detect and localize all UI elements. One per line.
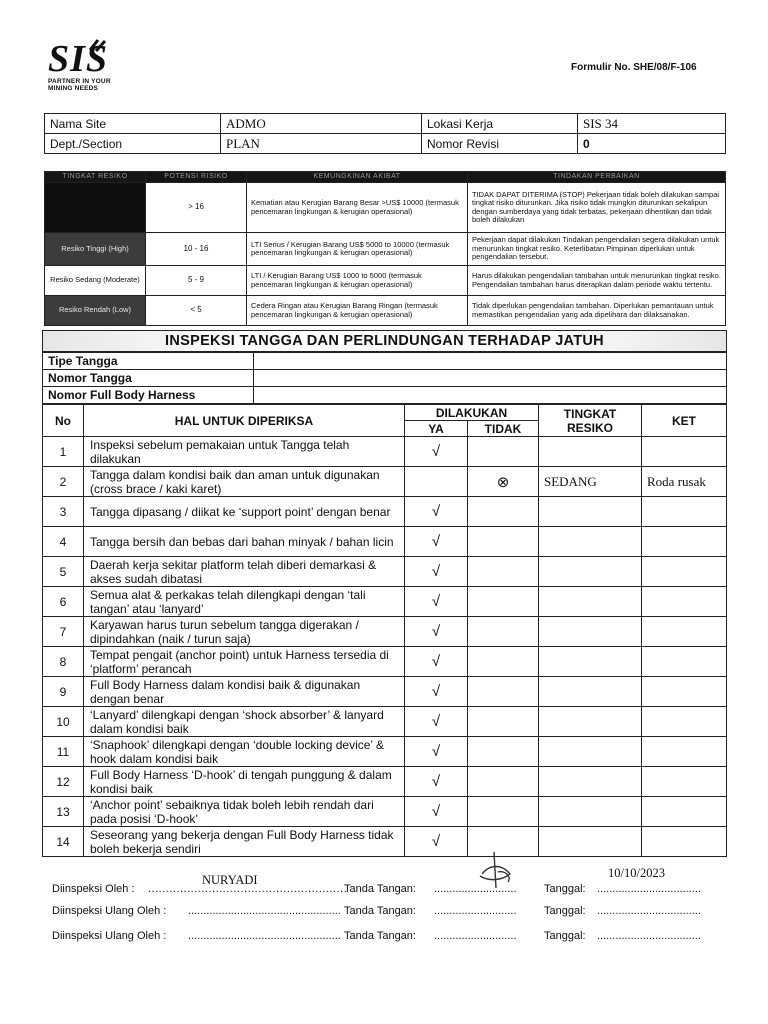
- ya-check: √: [405, 437, 468, 467]
- checklist-row: [43, 497, 727, 527]
- diinspeksi-ulang-label: Diinspeksi Ulang Oleh :: [52, 930, 167, 942]
- nomor-harness-value: [254, 387, 727, 404]
- risk-tindakan: TIDAK DAPAT DITERIMA (STOP) Pekerjaan tidak boleh dilakukan sampai tingkat risiko diturunkan. Jika risiko tidak mungkin diturunkan sekalipun dengan sumberdaya yang tidak terbatas, pekerjaan dihentikan dan tidak boleh dilakukan: [468, 183, 726, 233]
- risk-level-high: Resiko Tinggi (High): [45, 233, 146, 266]
- tidak-check: ⊗: [468, 467, 539, 497]
- form-number: Formulir No. SHE/08/F-106: [571, 62, 697, 73]
- tidak-check: [468, 557, 539, 587]
- tingkat-resiko-value: SEDANG: [539, 467, 642, 497]
- checklist-row: [43, 767, 727, 797]
- item-number: 9: [43, 677, 84, 707]
- ladder-info-table: [42, 352, 727, 404]
- tidak-check: [468, 527, 539, 557]
- risk-akibat: Cedera Ringan atau Kerugian Barang Ringan (termasuk pencemaran lingkungan & kerugian operasional): [247, 296, 468, 326]
- tipe-tangga-label: Tipe Tangga: [43, 353, 254, 370]
- tingkat-resiko-value: [539, 737, 642, 767]
- checklist-row: [43, 737, 727, 767]
- reinspected-by-row-2: Diinspeksi Ulang Oleh : .................................................. Tanda Tangan: ........................... Tanggal: ..................................: [52, 930, 701, 942]
- tingkat-resiko-value: [539, 527, 642, 557]
- ya-check: √: [405, 797, 468, 827]
- risk-header-akibat: KEMUNGKINAN AKIBAT: [247, 172, 468, 183]
- risk-level-moderate: Resiko Sedang (Moderate): [45, 266, 146, 296]
- signature-mark: [472, 850, 522, 894]
- ya-check: √: [405, 707, 468, 737]
- ket-value: [642, 827, 727, 857]
- inspection-title: INSPEKSI TANGGA DAN PERLINDUNGAN TERHADAP JATUH: [42, 330, 727, 352]
- item-number: 8: [43, 647, 84, 677]
- tidak-check: [468, 737, 539, 767]
- risk-potensi: < 5: [146, 296, 247, 326]
- risk-akibat: Kematian atau Kerugian Barang Besar >US$ 10000 (termasuk pencemaran lingkungan & kerugian operasional): [247, 183, 468, 233]
- ya-check: √: [405, 617, 468, 647]
- header-ya: YA: [405, 421, 468, 437]
- item-text: Full Body Harness ‘D-hook’ di tengah punggung & dalam kondisi baik: [84, 767, 405, 797]
- ya-check: [405, 467, 468, 497]
- ket-value: [642, 587, 727, 617]
- tingkat-resiko-value: [539, 557, 642, 587]
- risk-header-tindakan: TINDAKAN PERBAIKAN: [468, 172, 726, 183]
- revisi-value: 0: [578, 134, 726, 154]
- tanggal-label: Tanggal:: [544, 930, 586, 942]
- item-text: Tangga dalam kondisi baik dan aman untuk digunakan (cross brace / kaki karet): [84, 467, 405, 497]
- revisi-label: Nomor Revisi: [422, 134, 578, 154]
- tingkat-resiko-value: [539, 767, 642, 797]
- company-logo: [48, 40, 138, 100]
- tanda-tangan-label: Tanda Tangan:: [344, 905, 416, 917]
- logo-text: SIS: [48, 38, 109, 80]
- tingkat-resiko-value: [539, 617, 642, 647]
- item-number: 10: [43, 707, 84, 737]
- checklist-row: [43, 557, 727, 587]
- item-text: Tangga dipasang / diikat ke ‘support point’ dengan benar: [84, 497, 405, 527]
- tanda-tangan-label: Tanda Tangan:: [344, 883, 416, 895]
- checklist-row: [43, 617, 727, 647]
- risk-potensi: > 16: [146, 183, 247, 233]
- item-text: ‘Anchor point’ sebaiknya tidak boleh lebih rendah dari pada posisi ‘D-hook’: [84, 797, 405, 827]
- tidak-check: [468, 497, 539, 527]
- nama-site-value: ADMO: [221, 114, 422, 134]
- lokasi-value: SIS 34: [578, 114, 726, 134]
- header-dilakukan: DILAKUKAN: [405, 405, 539, 421]
- risk-level-low: Resiko Rendah (Low): [45, 296, 146, 326]
- tingkat-resiko-value: [539, 497, 642, 527]
- item-number: 4: [43, 527, 84, 557]
- item-text: Tangga bersih dan bebas dari bahan minyak / bahan licin: [84, 527, 405, 557]
- tidak-check: [468, 677, 539, 707]
- item-text: Full Body Harness dalam kondisi baik & digunakan dengan benar: [84, 677, 405, 707]
- risk-akibat: LTI / Kerugian Barang US$ 1000 to 5000 (termasuk pencemaran lingkungan & kerugian operasional): [247, 266, 468, 296]
- ket-value: [642, 617, 727, 647]
- risk-header-potensi: POTENSI RISIKO: [146, 172, 247, 183]
- item-text: Daerah kerja sekitar platform telah diberi demarkasi & akses sudah dibatasi: [84, 557, 405, 587]
- tingkat-resiko-value: [539, 827, 642, 857]
- dept-label: Dept./Section: [45, 134, 221, 154]
- item-number: 14: [43, 827, 84, 857]
- inspector-name: NURYADI: [202, 873, 258, 887]
- header-no: No: [43, 405, 84, 437]
- ya-check: √: [405, 647, 468, 677]
- item-number: 7: [43, 617, 84, 647]
- tanda-tangan-label: Tanda Tangan:: [344, 930, 416, 942]
- inspection-checklist-table: [42, 404, 727, 857]
- site-info-table: [44, 113, 726, 154]
- ket-value: [642, 647, 727, 677]
- tidak-check: [468, 617, 539, 647]
- logo-tagline-1: PARTNER IN YOUR: [48, 78, 111, 85]
- tingkat-resiko-value: [539, 437, 642, 467]
- risk-level-extreme: [45, 183, 146, 233]
- checklist-row: [43, 437, 727, 467]
- risk-header-tingkat: TINGKAT RESIKO: [45, 172, 146, 183]
- item-text: Semua alat & perkakas telah dilengkapi dengan ‘tali tangan’ atau ‘lanyard’: [84, 587, 405, 617]
- ya-check: √: [405, 497, 468, 527]
- ket-value: [642, 797, 727, 827]
- item-number: 11: [43, 737, 84, 767]
- inspected-by-row: Diinspeksi Oleh : ........................................................ NURYADI Tanda Tangan: ........................... Tanggal: .................................. 10/10/2023: [52, 878, 722, 898]
- checklist-row: [43, 677, 727, 707]
- ya-check: √: [405, 527, 468, 557]
- inspection-date: 10/10/2023: [608, 866, 665, 880]
- item-number: 12: [43, 767, 84, 797]
- risk-tindakan: Harus dilakukan pengendalian tambahan untuk menurunkan tingkat resiko. Pengendalian tambahan harus diterapkan dalam periode waktu tertentu.: [468, 266, 726, 296]
- checklist-row: [43, 827, 727, 857]
- checklist-row: [43, 707, 727, 737]
- checklist-row: [43, 527, 727, 557]
- tidak-check: [468, 647, 539, 677]
- risk-matrix-table: [44, 171, 726, 326]
- diinspeksi-label: Diinspeksi Oleh :: [52, 883, 135, 895]
- tidak-check: [468, 437, 539, 467]
- reinspected-by-row-1: Diinspeksi Ulang Oleh : .................................................. Tanda Tangan: ........................... Tanggal: ..................................: [52, 905, 701, 917]
- checklist-row: [43, 467, 727, 497]
- ket-value: [642, 677, 727, 707]
- nomor-harness-label: Nomor Full Body Harness: [43, 387, 254, 404]
- item-text: Karyawan harus turun sebelum tangga digerakan / dipindahkan (naik / turun saja): [84, 617, 405, 647]
- ket-value: [642, 707, 727, 737]
- ya-check: √: [405, 557, 468, 587]
- ya-check: √: [405, 677, 468, 707]
- checklist-row: [43, 797, 727, 827]
- tingkat-resiko-value: [539, 707, 642, 737]
- item-text: Seseorang yang bekerja dengan Full Body Harness tidak boleh bekerja sendiri: [84, 827, 405, 857]
- item-number: 13: [43, 797, 84, 827]
- risk-potensi: 10 - 16: [146, 233, 247, 266]
- ket-value: [642, 497, 727, 527]
- ket-value: [642, 527, 727, 557]
- nomor-tangga-value: [254, 370, 727, 387]
- tingkat-resiko-value: [539, 587, 642, 617]
- tidak-check: [468, 707, 539, 737]
- lokasi-label: Lokasi Kerja: [422, 114, 578, 134]
- tingkat-resiko-value: [539, 797, 642, 827]
- ket-value: [642, 767, 727, 797]
- nomor-tangga-label: Nomor Tangga: [43, 370, 254, 387]
- risk-tindakan: Tidak diperlukan pengendalian tambahan. Diperlukan pemantauan untuk memastikan pengendalian yang ada dipelihara dan dilaksanakan.: [468, 296, 726, 326]
- ket-value: [642, 737, 727, 767]
- ket-value: [642, 557, 727, 587]
- dept-value: PLAN: [221, 134, 422, 154]
- tidak-check: [468, 767, 539, 797]
- header-tingkat: TINGKAT RESIKO: [539, 405, 642, 437]
- tanggal-label: Tanggal:: [544, 883, 586, 895]
- checklist-row: [43, 647, 727, 677]
- risk-tindakan: Pekerjaan dapat dilakukan Tindakan pengendalian segera dilakukan untuk menurunkan tingkat resiko. Keterlibatan Pimpinan diperlukan untuk pengendalian tersebut.: [468, 233, 726, 266]
- ya-check: √: [405, 737, 468, 767]
- logo-tagline-2: MINING NEEDS: [48, 85, 99, 92]
- item-text: ‘Snaphook’ dilengkapi dengan ‘double locking device’ & hook dalam kondisi baik: [84, 737, 405, 767]
- header-tidak: TIDAK: [468, 421, 539, 437]
- ket-value: Roda rusak: [642, 467, 727, 497]
- item-text: ‘Lanyard’ dilengkapi dengan ‘shock absorber’ & lanyard dalam kondisi baik: [84, 707, 405, 737]
- tipe-tangga-value: [254, 353, 727, 370]
- tidak-check: [468, 587, 539, 617]
- ya-check: √: [405, 767, 468, 797]
- item-number: 3: [43, 497, 84, 527]
- item-text: Inspeksi sebelum pemakaian untuk Tangga telah dilakukan: [84, 437, 405, 467]
- item-number: 6: [43, 587, 84, 617]
- item-number: 5: [43, 557, 84, 587]
- header-hal: HAL UNTUK DIPERIKSA: [84, 405, 405, 437]
- tingkat-resiko-value: [539, 647, 642, 677]
- tanggal-label: Tanggal:: [544, 905, 586, 917]
- logo-swoosh-icon: [88, 38, 110, 52]
- checklist-row: [43, 587, 727, 617]
- header-ket: KET: [642, 405, 727, 437]
- ya-check: √: [405, 587, 468, 617]
- risk-akibat: LTI Serius / Kerugian Barang US$ 5000 to 10000 (termasuk pencemaran lingkungan & kerugian operasional): [247, 233, 468, 266]
- ya-check: √: [405, 827, 468, 857]
- ket-value: [642, 437, 727, 467]
- nama-site-label: Nama Site: [45, 114, 221, 134]
- item-number: 1: [43, 437, 84, 467]
- tidak-check: [468, 797, 539, 827]
- diinspeksi-ulang-label: Diinspeksi Ulang Oleh :: [52, 905, 167, 917]
- item-text: Tempat pengait (anchor point) untuk Harness tersedia di ‘platform’ perancah: [84, 647, 405, 677]
- item-number: 2: [43, 467, 84, 497]
- tingkat-resiko-value: [539, 677, 642, 707]
- risk-potensi: 5 - 9: [146, 266, 247, 296]
